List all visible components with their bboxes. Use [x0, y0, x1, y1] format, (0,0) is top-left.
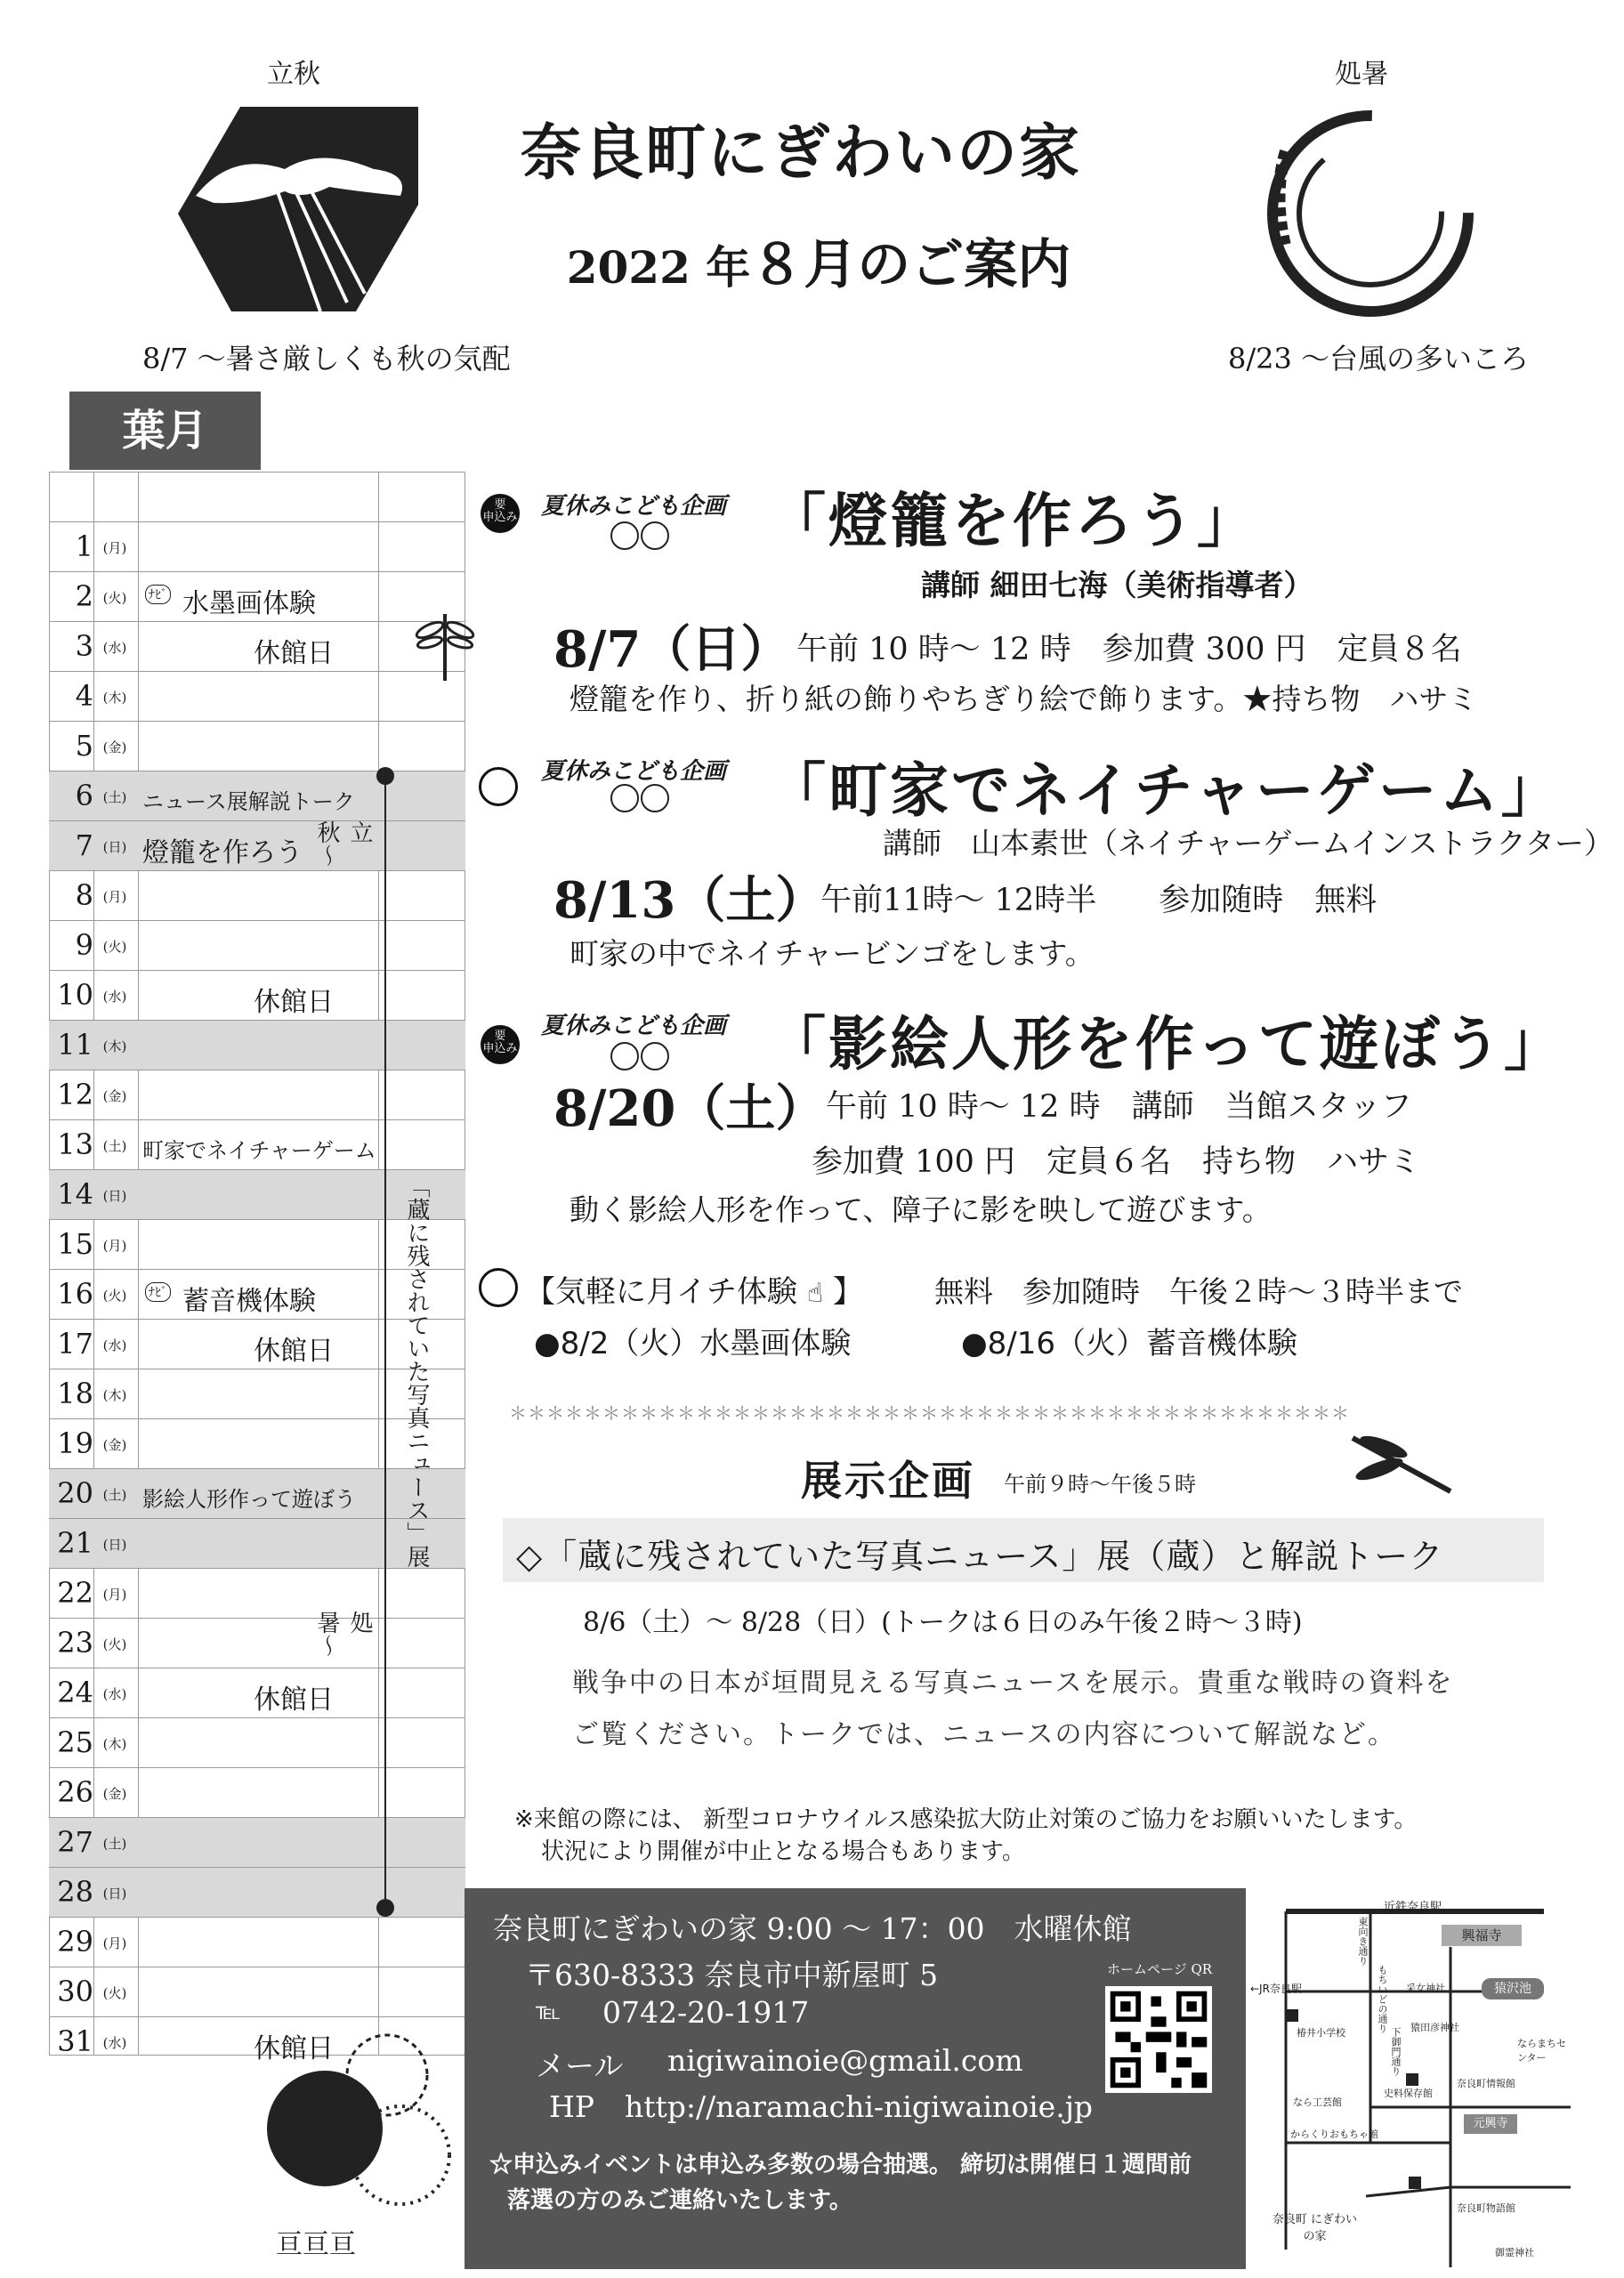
children-faces-icon: [605, 521, 676, 552]
calendar-weekday: (土): [102, 789, 127, 805]
monthly-title: [525, 1267, 863, 1311]
calendar-row: [49, 1119, 465, 1170]
calendar-row: [49, 820, 465, 871]
calendar-day-number: 27: [57, 1825, 93, 1859]
event2-desc: 町家の中でネイチャービンゴをします。: [570, 936, 1095, 971]
calendar-row: [49, 1618, 465, 1668]
calendar-weekday: (月): [102, 1238, 127, 1254]
exhibit-desc1: 戦争中の日本が垣間見える写真ニュースを展示。貴重な戦時の資料を: [572, 1668, 1454, 1699]
event2-series: 夏休みこども企画: [541, 758, 727, 785]
footer-address: 〒630-8333 奈良市中新屋町 5: [525, 1958, 939, 1992]
event3-series: 夏休みこども企画: [541, 1013, 727, 1039]
calendar-row: [49, 1070, 465, 1120]
calendar-day-number: 12: [57, 1078, 93, 1111]
calendar-weekday: (火): [102, 590, 127, 606]
calendar-day-number: 22: [57, 1576, 93, 1610]
calendar-weekday: (木): [102, 1736, 127, 1752]
calendar-row: [49, 1717, 465, 1768]
calendar-day-number: 8: [75, 878, 93, 912]
calendar-day-number: 11: [57, 1028, 93, 1062]
apply-required-badge: 要 申込み: [481, 494, 520, 533]
event1-details: 午前 10 時～ 12 時 参加費 300 円 定員８名: [796, 632, 1462, 667]
dragonfly-icon: [414, 605, 476, 685]
subtitle-year: 2022 年: [566, 241, 751, 294]
rice-ring-emblem-icon: [1250, 98, 1482, 329]
map-higashimuki: 東向き通り: [1357, 1917, 1369, 1966]
footer-tel: 0742-20-1917: [602, 1995, 810, 2030]
calendar-weekday: (金): [102, 1437, 127, 1453]
calendar-row: [49, 1967, 465, 2017]
event2-title: 「町家でネイチャーゲーム」: [767, 755, 1563, 825]
calendar-weekday: (日): [102, 1537, 127, 1553]
calendar-day-number: 14: [57, 1177, 93, 1211]
calendar-day-number: 16: [57, 1277, 93, 1311]
left-season-caption: 8/7 ～暑さ厳しくも秋の気配: [142, 342, 511, 376]
calendar-weekday: (木): [102, 1387, 127, 1403]
calendar-weekday: (水): [102, 640, 127, 656]
calendar-day-number: 3: [75, 629, 93, 663]
calendar-row: [49, 1020, 465, 1070]
hand-pointer-icon: ☝: [806, 1278, 824, 1309]
event1-lecturer: 講師 細田七海（美術指導者）: [921, 568, 1313, 602]
calendar-row: [49, 920, 465, 971]
calendar-day-number: 4: [75, 679, 93, 713]
calendar-day-number: 6: [75, 779, 93, 812]
exhibit-desc2: ご覧ください。トークでは、ニュースの内容について解説など。: [572, 1719, 1396, 1750]
star-divider: ＊＊＊＊＊＊＊＊＊＊＊＊＊＊＊＊＊＊＊＊＊＊＊＊＊＊＊＊＊＊＊＊＊＊＊＊＊＊＊＊＊＊＊＊＊: [509, 1402, 1350, 1424]
footer-mail-label: メール: [536, 2048, 624, 2083]
contact-box: [465, 1888, 1246, 2269]
dragonfly-icon: [1335, 1429, 1459, 1500]
calendar-row: [49, 621, 465, 672]
page-subtitle: [498, 222, 1139, 299]
calendar-event: 町家でネイチャーゲーム: [142, 1138, 376, 1163]
calendar-event: 燈籠を作ろう: [142, 837, 303, 868]
map-tsubai: 椿井小学校: [1297, 2027, 1345, 2039]
monthly-title-text: 【気軽に月イチ体験: [525, 1274, 797, 1310]
calendar-event: 休館日: [254, 2033, 334, 2064]
footer-tel-label: ℡: [536, 1999, 561, 2025]
calendar-day-number: 9: [75, 928, 93, 962]
calendar-event: 蓄音機体験: [182, 1286, 316, 1317]
calendar-day-number: 20: [57, 1476, 93, 1510]
calendar-row: [49, 521, 465, 572]
calendar-day-number: 19: [57, 1426, 93, 1460]
event3-desc: 動く影絵人形を作って、障子に影を映して遊びます。: [570, 1192, 1272, 1227]
calendar-weekday: (金): [102, 739, 127, 755]
calendar-weekday: (火): [102, 1985, 127, 2001]
calendar-weekday: (水): [102, 989, 127, 1005]
footer-note1: ☆申込みイベントは申込み多数の場合抽選。 締切は開催日１週間前: [489, 2152, 1192, 2178]
calendar-row: [49, 1568, 465, 1619]
footer-hp-label: HP: [549, 2089, 594, 2124]
footer-hp[interactable]: http://naramachi-nigiwainoie.jp: [625, 2089, 1094, 2124]
exhibit-period-bracket: [384, 774, 386, 1904]
right-season-caption: 8/23 ～台風の多いころ: [1228, 342, 1530, 376]
children-faces-icon: [605, 783, 676, 814]
calendar-day-number: 23: [57, 1626, 93, 1660]
calendar-row: [49, 970, 465, 1021]
map-monogatari: 奈良町物語館: [1457, 2202, 1515, 2214]
exhibit-period-end-dot: [376, 1899, 394, 1917]
calendar-weekday: (土): [102, 1836, 127, 1852]
notice-line1: ※来館の際には、 新型コロナウイルス感染拡大防止対策のご協力をお願いいたします。: [514, 1806, 1418, 1833]
map-nigiwai: 奈良町 にぎわいの家: [1272, 2213, 1358, 2243]
event2-date: 8/13（土）: [553, 871, 826, 930]
calendar-row: [49, 671, 465, 722]
calendar-row: [49, 870, 465, 921]
fireworks-illustration-icon: [258, 2013, 472, 2262]
monthly-item1: ●8/2（火）水墨画体験: [534, 1326, 852, 1361]
calendar-day-number: 1: [75, 529, 93, 563]
calendar-weekday: (土): [102, 1138, 127, 1154]
map-info: 奈良町情報館: [1457, 2078, 1515, 2089]
calendar-day-number: 2: [75, 579, 93, 613]
footer-mail[interactable]: nigiwainoie@gmail.com: [667, 2043, 1023, 2078]
open-entry-circle: [479, 767, 518, 806]
apply-required-badge: 要 申込み: [481, 1025, 520, 1064]
calendar-weekday: (木): [102, 1038, 127, 1054]
subtitle-month: ８月のご案内: [750, 234, 1071, 296]
risshu-emblem-icon: [178, 98, 418, 311]
calendar-day-number: 29: [57, 1925, 93, 1959]
calendar-row: [49, 1917, 465, 1967]
calendar-weekday: (日): [102, 1188, 127, 1204]
calendar-event: ニュース展解説トーク: [142, 789, 355, 814]
calendar-weekday: (月): [102, 1587, 127, 1603]
calendar-weekday: (月): [102, 540, 127, 556]
footer-qr-label: ホームページ QR: [1107, 1961, 1213, 1977]
exhibit-title: ◇「蔵に残されていた写真ニュース」展（蔵）と解説トーク: [516, 1537, 1444, 1576]
calendar-event: 休館日: [254, 1336, 334, 1367]
calendar-weekday: (日): [102, 839, 127, 855]
map-karakuri: からくりおもちゃ館: [1290, 2129, 1378, 2140]
calendar-event: 影絵人形作って遊ぼう: [142, 1487, 356, 1512]
left-season-label: 立秋: [267, 59, 320, 90]
map-gangoji: 元興寺: [1464, 2114, 1517, 2134]
calendar-day-number: 13: [57, 1127, 93, 1161]
calendar-weekday: (火): [102, 1288, 127, 1304]
event3-date: 8/20（土）: [553, 1079, 826, 1138]
calendar-weekday: (金): [102, 1088, 127, 1104]
calendar-day-number: 5: [75, 729, 93, 763]
exhibit-dates: 8/6（土）～ 8/28（日）(トークは６日のみ午後２時～３時): [583, 1607, 1303, 1638]
calendar-weekday: (月): [102, 889, 127, 905]
monthly-item2: ●8/16（火）蓄音機体験: [961, 1326, 1298, 1361]
calendar-day-number: 24: [57, 1676, 93, 1709]
right-season-label: 処暑: [1335, 59, 1388, 90]
calendar-day-number: 10: [57, 978, 93, 1012]
map-mochiidono: もちいどの通り: [1377, 1965, 1388, 2033]
calendar-row: [49, 1767, 465, 1818]
calendar-row: [49, 1668, 465, 1718]
event2-lecturer: 講師 山本素世（ネイチャーゲームインストラクター）: [883, 826, 1614, 860]
calendar-weekday: (水): [102, 1686, 127, 1702]
homepage-qr-code-icon[interactable]: [1105, 1986, 1212, 2093]
hand-pointer-icon: ﾅﾋﾞ: [145, 1282, 171, 1302]
calendar-event: 休館日: [254, 1684, 334, 1716]
calendar-weekday: (土): [102, 1487, 127, 1503]
access-map[interactable]: [1250, 1894, 1571, 2267]
calendar-weekday: (水): [102, 1337, 127, 1353]
exhibit-vertical-label: 「蔵に残されていた写真ニュース」展: [403, 1175, 430, 1568]
calendar-weekday: (日): [102, 1886, 127, 1902]
calendar-weekday: (月): [102, 1935, 127, 1951]
map-kofukuji: 興福寺: [1442, 1925, 1522, 1946]
event1-title: 「燈籠を作ろう」: [767, 486, 1258, 555]
calendar-event: 休館日: [254, 987, 334, 1018]
footer-note2: 落選の方のみご連絡いたします。: [507, 2187, 852, 2214]
map-naramachi-center: ならまちセンター: [1517, 2038, 1566, 2064]
calendar-weekday: (金): [102, 1786, 127, 1802]
event3-title: 「影絵人形を作って遊ぼう」: [767, 1009, 1565, 1078]
map-sarutahiko: 猿田彦神社: [1410, 2022, 1459, 2033]
event1-series: 夏休みこども企画: [541, 493, 727, 520]
calendar-row: [49, 1867, 465, 1918]
calendar-day-number: 18: [57, 1377, 93, 1410]
exhibit-hours: 午前９時～午後５時: [1004, 1472, 1196, 1497]
open-entry-circle: [479, 1268, 518, 1307]
event1-desc: 燈籠を作り、折り紙の飾りやちぎり絵で飾ります。★持ち物 ハサミ: [570, 682, 1478, 716]
calendar-weekday: (火): [102, 939, 127, 955]
calendar-day-number: 17: [57, 1327, 93, 1361]
calendar-day-number: 7: [75, 828, 93, 862]
footer-name-hours: 奈良町にぎわいの家 9:00 ～ 17：00 水曜休館: [493, 1911, 1132, 1946]
calendar-event: 水墨画体験: [182, 588, 316, 619]
svg-text:亘亘亘: 亘亘亘: [276, 2229, 356, 2260]
monthly-title-end: 】: [832, 1274, 863, 1310]
calendar-day-number: 15: [57, 1227, 93, 1261]
calendar-row: [49, 771, 465, 821]
calendar-day-number: 31: [57, 2024, 93, 2058]
calendar-row: [49, 721, 465, 771]
map-goryo: 御霊神社: [1495, 2247, 1534, 2258]
map-sarusawa: 猿沢池: [1482, 1978, 1544, 1999]
calendar-row: [49, 1817, 465, 1868]
children-faces-icon: [605, 1041, 676, 1072]
month-tab: 葉月: [69, 392, 261, 470]
calendar-day-number: 25: [57, 1725, 93, 1759]
shosho-vertical-note: 処暑〜: [313, 1611, 373, 1657]
map-jr: ←JR奈良駅: [1250, 1983, 1302, 1995]
risshu-vertical-note: 立秋〜: [313, 820, 373, 867]
hand-pointer-icon: ﾅﾋﾞ: [145, 585, 171, 604]
notice-line2: 状況により開催が中止となる場合もあります。: [541, 1838, 1025, 1865]
calendar-row: [49, 571, 465, 622]
calendar-weekday: (水): [102, 2035, 127, 2051]
event3-details: 午前 10 時～ 12 時 講師 当館スタッフ: [826, 1089, 1412, 1125]
map-uneme: 采女神社: [1406, 1983, 1445, 1994]
calendar-day-number: 21: [57, 1526, 93, 1560]
calendar-weekday: (木): [102, 690, 127, 706]
exhibit-heading: 展示企画: [801, 1457, 975, 1505]
map-shiryo: 史料保存館: [1384, 2088, 1433, 2099]
event2-details: 午前11時～ 12時半 参加随時 無料: [820, 883, 1378, 918]
calendar-event: 休館日: [254, 638, 334, 669]
calendar-day-number: 28: [57, 1875, 93, 1909]
map-shimomikado: 下御門通り: [1390, 2027, 1402, 2076]
exhibit-period-start-dot: [376, 767, 394, 785]
monthly-details: 無料 参加随時 午後２時～３時半まで: [934, 1274, 1463, 1309]
map-nara-kogeikan: なら工芸館: [1293, 2096, 1342, 2108]
event3-details2: 参加費 100 円 定員６名 持ち物 ハサミ: [812, 1144, 1421, 1180]
calendar-weekday: (火): [102, 1636, 127, 1652]
map-station: 近鉄奈良駅: [1384, 1901, 1442, 1914]
calendar-day-number: 30: [57, 1975, 93, 2008]
event1-date: 8/7（日）: [553, 620, 791, 679]
calendar-day-number: 26: [57, 1775, 93, 1809]
page-title: 奈良町にぎわいの家: [520, 117, 1081, 189]
